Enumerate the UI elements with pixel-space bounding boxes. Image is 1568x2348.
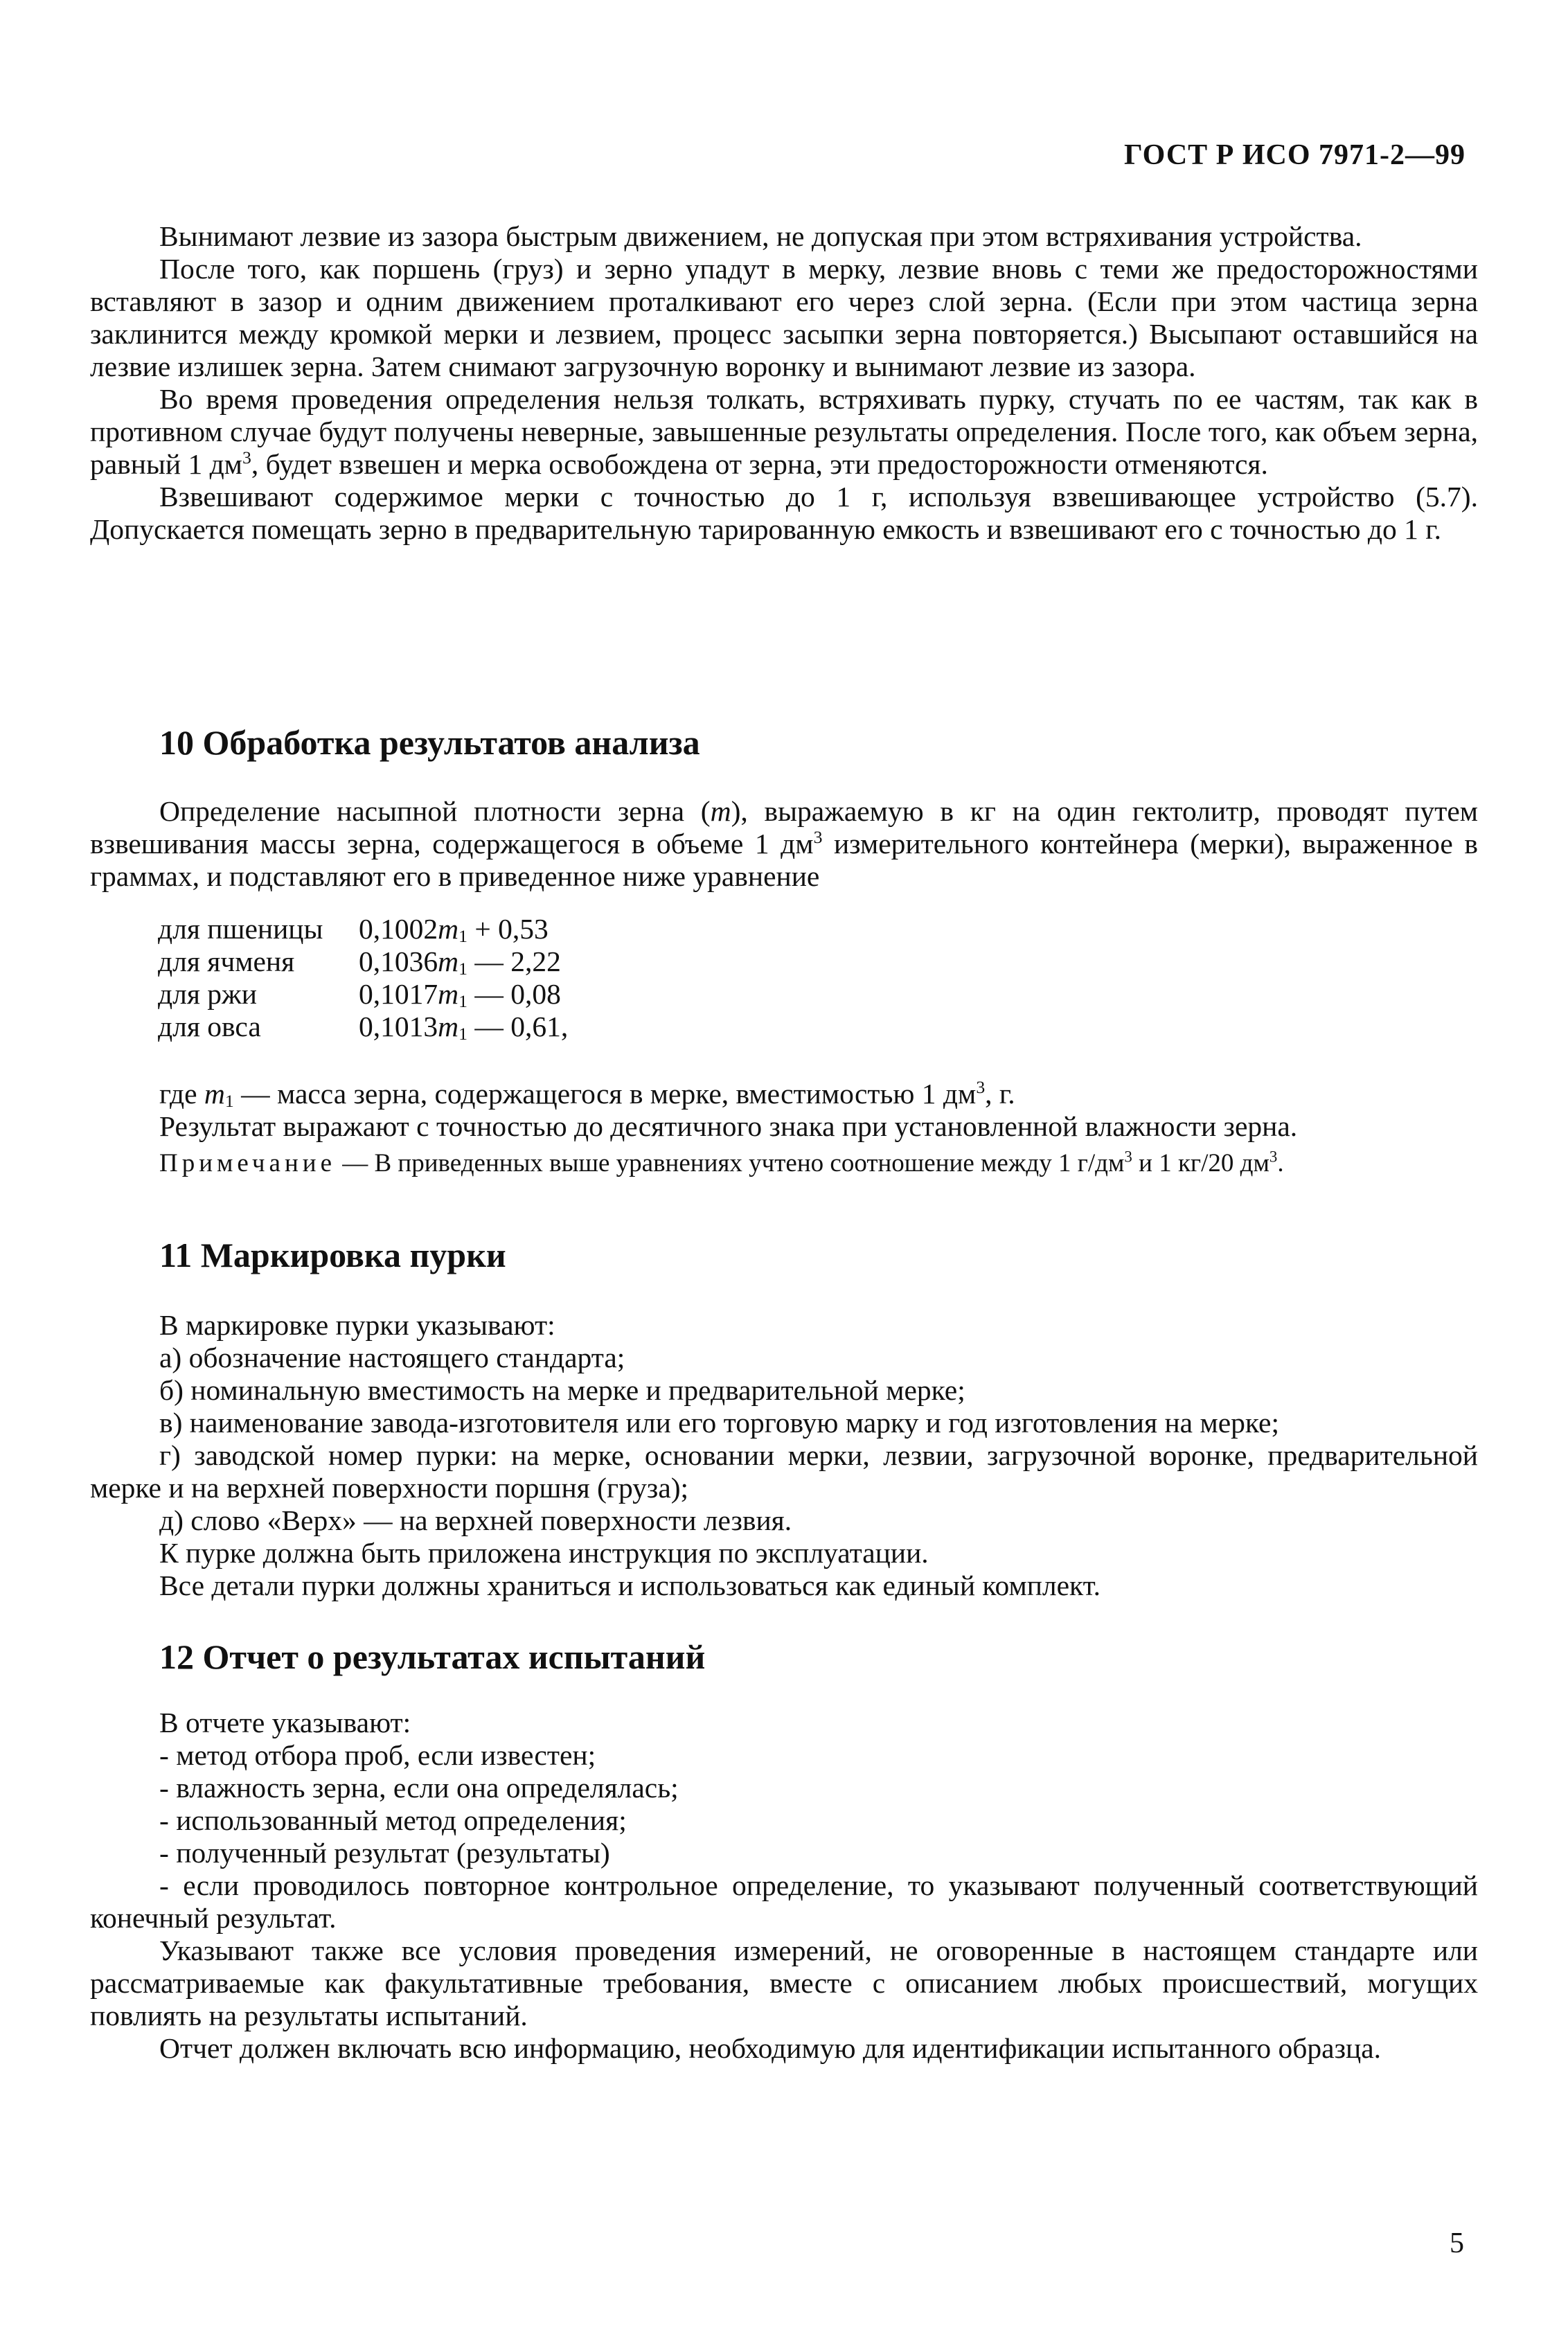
equation-coefficient: 0,1013 [359, 1011, 438, 1042]
section-10-heading: 10 Обработка результатов анализа [159, 723, 700, 762]
intro-paragraph-2: После того, как поршень (груз) и зерно упадут в мерку, лезвие вновь с теми же предосторожностями вставляют в зазор и одним движением проталкивают его через слой зерна. (Если при этом частица зерна заклинится между кромкой мерки и лезвием, процесс засыпки зерна повторяется.) Высыпают оставшийся на лезвие излишек зерна. Затем снимают загрузочную воронку и вынимают лезвие из зазора. [90, 253, 1478, 382]
equation-label: для пшеницы [158, 913, 323, 945]
report-list [90, 1707, 1478, 2065]
marking-list [90, 1309, 1478, 1602]
subscript: 1 [224, 1091, 234, 1112]
variable-m: m [438, 913, 459, 945]
intro-paragraph-4: Взвешивают содержимое мерки с точностью до 1 г, используя взвешивающее устройство (5.7). Допускается помещать зерно в предварительную тарированную емкость и взвешивают его с точностью до 1 г. [90, 481, 1478, 545]
text-fragment: измерительного контейнера (мерки), выраженное в граммах, и подставляют его в приведенное ниже уравнение [90, 828, 1478, 892]
equations-table [158, 913, 568, 1043]
text-fragment: , г. [985, 1078, 1015, 1110]
list-item: - если проводилось повторное контрольное определение, то указывают полученный соответствующий конечный результат. [90, 1869, 1478, 1934]
variable-m: m [438, 945, 459, 977]
list-item: К пурке должна быть приложена инструкция по эксплуатации. [159, 1537, 929, 1569]
equation-row [158, 913, 568, 945]
list-item: В маркировке пурки указывают: [159, 1309, 555, 1341]
equation-label: для ячменя [158, 945, 295, 977]
equation-term: — 0,08 [467, 978, 561, 1010]
intro-block [90, 220, 1478, 546]
text-fragment: ), выражаемую в кг на один гектолитр, проводят путем взвешивания массы зерна, содержащегося в объеме 1 дм [90, 795, 1479, 860]
subscript: 1 [458, 1024, 467, 1044]
equation-row [158, 945, 568, 978]
superscript: 3 [813, 827, 823, 848]
subscript: 1 [458, 991, 467, 1012]
text-fragment: Во время проведения определения нельзя толкать, встряхивать пурку, стучать по ее частям, так как в противном случае будут получены неверные, завышенные результаты определения. После того, как объем зерна, равный 1 дм [90, 383, 1478, 480]
superscript: 3 [1269, 1148, 1278, 1166]
list-item: - влажность зерна, если она определялась; [159, 1772, 679, 1804]
text-fragment: — В приведенных выше уравнениях учтено соотношение между 1 г/дм [336, 1149, 1125, 1177]
equation-formula [359, 978, 568, 1011]
equation-coefficient: 0,1036 [359, 945, 438, 977]
text-fragment: . [1277, 1149, 1284, 1177]
section-10-after-equations [90, 1078, 1478, 1180]
subscript: 1 [458, 959, 467, 979]
equation-term: — 2,22 [467, 945, 561, 977]
equation-coefficient: 0,1002 [359, 913, 438, 945]
equation-row [158, 978, 568, 1011]
list-item: Отчет должен включать всю информацию, необходимую для идентификации испытанного образца. [159, 2032, 1381, 2064]
section-12-heading: 12 Отчет о результатах испытаний [159, 1637, 706, 1676]
equation-term: + 0,53 [467, 913, 549, 945]
page-number: 5 [1450, 2227, 1464, 2259]
subscript: 1 [458, 926, 467, 947]
superscript: 3 [976, 1077, 986, 1098]
text-fragment: — масса зерна, содержащегося в мерке, вместимостью 1 дм [233, 1078, 977, 1110]
equation-label: для овса [158, 1011, 261, 1042]
text-fragment: Определение насыпной плотности зерна ( [159, 795, 711, 827]
list-item: - метод отбора проб, если известен; [159, 1739, 596, 1771]
equation-coefficient: 0,1017 [359, 978, 438, 1010]
text-fragment: и 1 кг/20 дм [1132, 1149, 1269, 1177]
variable-m: m [710, 795, 731, 827]
list-item: - полученный результат (результаты) [159, 1837, 610, 1869]
section-11-heading: 11 Маркировка пурки [159, 1236, 506, 1274]
equation-formula [359, 1011, 568, 1043]
variable-m: m [438, 978, 459, 1010]
section-10-paragraph [90, 795, 1478, 893]
superscript: 3 [1124, 1148, 1132, 1166]
list-item: - использованный метод определения; [159, 1804, 627, 1836]
list-item: г) заводской номер пурки: на мерке, основании мерки, лезвии, загрузочной воронке, предварительной мерке и на верхней поверхности поршня (груза); [90, 1439, 1478, 1504]
standard-designation: ГОСТ Р ИСО 7971-2—99 [1123, 139, 1465, 171]
section-10 [90, 722, 1478, 893]
note-label: Примечание [159, 1149, 336, 1177]
list-item: Все детали пурки должны храниться и использоваться как единый комплект. [159, 1569, 1101, 1601]
note [90, 1147, 1478, 1180]
section-12 [90, 1636, 1478, 2065]
result-precision-text: Результат выражают с точностью до десятичного знака при установленной влажности зерна. [159, 1110, 1298, 1142]
list-item: в) наименование завода-изготовителя или его торговую марку и год изготовления на мерке; [159, 1407, 1279, 1439]
where-definition [90, 1078, 1478, 1110]
variable-m: m [438, 1011, 459, 1042]
equation-term: — 0,61, [467, 1011, 569, 1042]
intro-paragraph-1: Вынимают лезвие из зазора быстрым движением, не допуская при этом встряхивания устройства. [159, 220, 1362, 252]
superscript: 3 [242, 447, 251, 468]
list-item: д) слово «Верх» — на верхней поверхности лезвия. [159, 1504, 792, 1536]
list-item: Указывают также все условия проведения измерений, не оговоренные в настоящем стандарте или рассматриваемые как факультативные требования, вместе с описанием любых происшествий, могущих повлиять на результаты испытаний. [90, 1935, 1478, 2031]
equation-formula [359, 945, 568, 978]
text-fragment: где [159, 1078, 204, 1110]
section-11 [90, 1234, 1478, 1602]
list-item: В отчете указывают: [159, 1707, 411, 1738]
list-item: а) обозначение настоящего стандарта; [159, 1342, 625, 1373]
text-fragment: , будет взвешен и мерка освобождена от зерна, эти предосторожности отменяются. [251, 448, 1268, 480]
list-item: б) номинальную вместимость на мерке и предварительной мерке; [159, 1374, 965, 1406]
variable-m: m [204, 1078, 225, 1110]
intro-paragraph-3 [90, 383, 1478, 481]
equation-label: для ржи [158, 978, 257, 1010]
equation-formula [359, 913, 568, 945]
equation-row [158, 1011, 568, 1043]
